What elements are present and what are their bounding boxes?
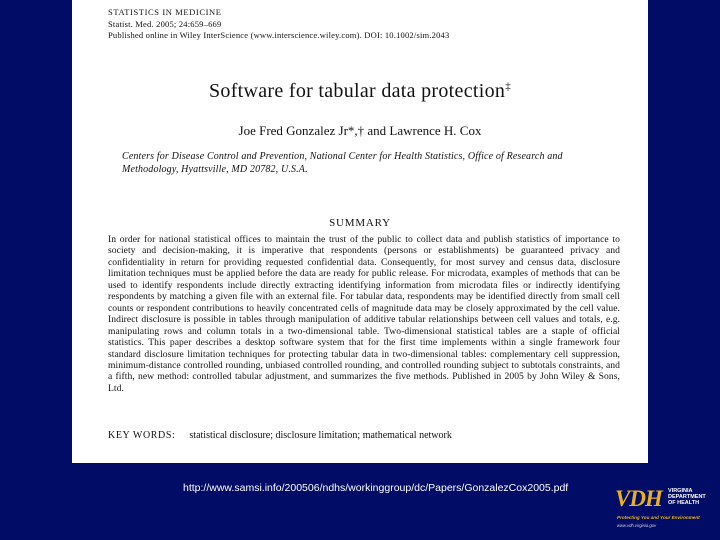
vdh-dept-line-3: OF HEALTH bbox=[668, 500, 700, 507]
summary-heading: SUMMARY bbox=[329, 217, 391, 229]
journal-header bbox=[108, 7, 449, 42]
author-affiliation: Centers for Disease Control and Prevention, National Center for Health Statistics, Office of Research and Methodology, Hyattsville, MD 20782, U.S.A. bbox=[122, 151, 563, 175]
vdh-logo-letters: VDH bbox=[615, 486, 662, 511]
vdh-logo-department bbox=[668, 488, 706, 507]
vdh-dept-line-1: VIRGINIA bbox=[668, 488, 693, 494]
vdh-dept-line-2: DEPARTMENT bbox=[668, 494, 706, 501]
paper-title-block bbox=[72, 80, 648, 103]
summary-text: In order for national statistical offices to maintain the trust of the public to collect data and publish statistics of importance to society and decision-making, it is imperative that respondents (persons or establishments) be guaranteed privacy and confidentiality in return for providing requested confidential data. Consequently, for most survey and census data, disclosure limitation techniques must be applied before the data are ready for public release. For microdata, examples of methods that can be used to identify respondents include directly extracting identifying information from microdata files or indirectly identifying respondents by matching a given file with an external file. For tabular data, respondents may be identified directly from small cell counts or respondent contributions to heavily concentrated cells of magnitude data may be closely approximated by the cell value. Indirect disclosure is possible in tables through manipulation of additive tabular relationships between cell values and totals, e.g. manipulating rows and column totals in a two-dimensional table. Two-dimensional statistical tables are a staple of official statistics. This paper describes a desktop software system that for the first time implements within a single framework four standard disclosure limitation techniques for protecting tabular data in two-dimensional tables: complementary cell suppression, minimum-distance controlled rounding, unbiased controlled rounding, and controlled rounding subject to subtotals constraints, and a fifth, new method: controlled tabular adjustment, and summarizes the five methods. Published in 2005 by John Wiley & Sons, Ltd. bbox=[108, 234, 620, 394]
paper-page bbox=[72, 0, 648, 463]
vdh-logo-tagline: Protecting You and Your Environment bbox=[617, 515, 700, 520]
journal-published: Published online in Wiley InterScience (www.interscience.wiley.com). DOI: 10.1002/sim.2043 bbox=[108, 30, 450, 40]
source-url[interactable]: http://www.samsi.info/200506/ndhs/workinggroup/dc/Papers/GonzalezCox2005.pdf bbox=[183, 482, 569, 494]
vdh-logo-subline: www.vdh.virginia.gov bbox=[617, 523, 657, 528]
paper-authors: Joe Fred Gonzalez Jr*,† and Lawrence H. Cox bbox=[238, 123, 482, 138]
keywords-label: KEY WORDS: bbox=[108, 430, 176, 441]
journal-name: STATISTICS IN MEDICINE bbox=[108, 7, 222, 17]
journal-citation: Statist. Med. 2005; 24:659–669 bbox=[108, 18, 222, 29]
keywords-line bbox=[108, 430, 452, 441]
paper-title: Software for tabular data protection bbox=[208, 80, 506, 102]
vdh-logo bbox=[615, 486, 710, 532]
keywords-text: statistical disclosure; disclosure limitation; mathematical network bbox=[189, 430, 452, 441]
title-footnote-mark: ‡ bbox=[505, 80, 512, 93]
